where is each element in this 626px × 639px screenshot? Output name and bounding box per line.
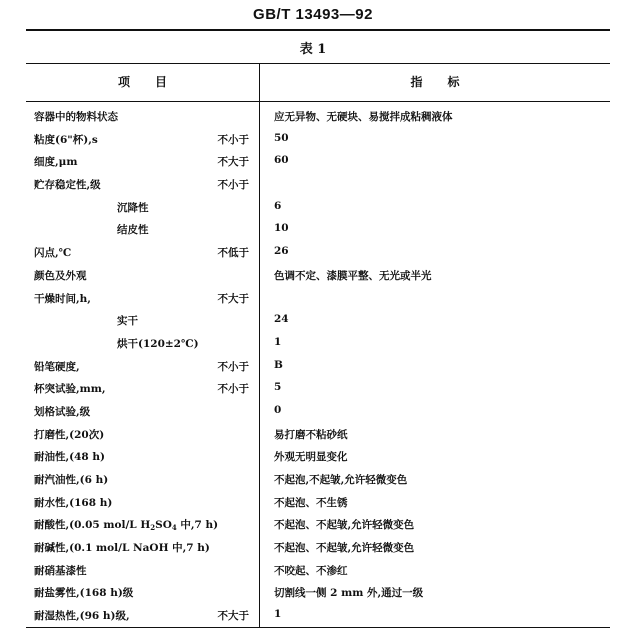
row-spec-value: 60 bbox=[274, 154, 289, 167]
row-condition: 不大于 bbox=[217, 292, 249, 305]
row-item-name: 烘干(120±2℃) bbox=[117, 337, 199, 350]
row-condition: 不小于 bbox=[217, 133, 249, 146]
table-row bbox=[26, 468, 610, 491]
table-caption: 表 1 bbox=[299, 42, 327, 57]
table-row bbox=[26, 264, 610, 287]
standard-code-header: GB/T 13493—92 bbox=[253, 6, 373, 23]
table-row bbox=[26, 105, 610, 128]
table-row bbox=[26, 536, 610, 559]
row-item-name: 耐湿热性,(96 h)级, bbox=[34, 610, 130, 623]
row-item-name: 划格试验,级 bbox=[34, 405, 91, 418]
table-row bbox=[26, 128, 610, 151]
row-item-name: 容器中的物料状态 bbox=[34, 111, 118, 123]
row-spec-value: 不起泡、不起皱,允许轻微变色 bbox=[274, 542, 415, 555]
row-item-name: 杯突试验,mm, bbox=[34, 383, 106, 396]
row-spec-value: 不起泡、不生锈 bbox=[274, 496, 348, 509]
row-item-name: 实干 bbox=[117, 315, 138, 328]
table-row bbox=[26, 559, 610, 582]
row-item-name: 闪点,℃ bbox=[34, 247, 72, 260]
table-row bbox=[26, 491, 610, 514]
row-spec-value: 不起泡、不起皱,允许轻微变色 bbox=[274, 519, 415, 532]
row-item-name: 沉降性 bbox=[117, 201, 149, 214]
header-spec: 指 标 bbox=[410, 75, 460, 89]
row-spec-value: 色调不定、漆膜平整、无光或半光 bbox=[274, 269, 432, 282]
row-spec-value: 应无异物、无硬块、易搅拌成粘稠液体 bbox=[274, 111, 453, 123]
row-condition: 不小于 bbox=[217, 360, 249, 373]
row-spec-value: 不咬起、不渗红 bbox=[274, 564, 348, 577]
table-row bbox=[26, 150, 610, 173]
row-item-name: 耐盐雾性,(168 h)级 bbox=[34, 587, 134, 600]
table-row bbox=[26, 581, 610, 604]
table-row bbox=[26, 355, 610, 378]
row-spec-value: 6 bbox=[274, 199, 282, 212]
table-row bbox=[26, 218, 610, 241]
row-spec-value: 24 bbox=[274, 313, 289, 326]
table-row bbox=[26, 309, 610, 332]
row-item-name: 干燥时间,h, bbox=[34, 292, 91, 305]
table-row bbox=[26, 604, 610, 627]
row-spec-value: 5 bbox=[274, 381, 282, 394]
row-item-name: 耐酸性,(0.05 mol/L $H_2SO_4$ 中,7 h) bbox=[34, 519, 219, 533]
row-spec-value: 1 bbox=[274, 608, 282, 621]
row-spec-value: 50 bbox=[274, 131, 289, 144]
row-condition: 不小于 bbox=[217, 383, 249, 396]
row-item-name: 铅笔硬度, bbox=[34, 360, 80, 373]
table-header-row bbox=[26, 64, 610, 102]
table-row bbox=[26, 513, 610, 536]
table-row bbox=[26, 173, 610, 196]
row-condition: 不小于 bbox=[217, 179, 249, 192]
row-spec-value: 1 bbox=[274, 335, 282, 348]
row-spec-value: 切割线一侧 2 mm 外,通过一级 bbox=[274, 587, 424, 600]
row-condition: 不大于 bbox=[217, 156, 249, 169]
table-row bbox=[26, 196, 610, 219]
row-condition: 不低于 bbox=[217, 247, 249, 260]
table-row bbox=[26, 400, 610, 423]
row-item-name: 结皮性 bbox=[117, 224, 149, 237]
header-rule bbox=[26, 29, 610, 31]
table-body bbox=[26, 102, 610, 627]
row-item-name: 颜色及外观 bbox=[34, 269, 87, 282]
table-row bbox=[26, 423, 610, 446]
row-spec-value: 不起泡,不起皱,允许轻微变色 bbox=[274, 474, 408, 486]
spec-table bbox=[26, 63, 610, 628]
row-item-name: 贮存稳定性,级 bbox=[34, 179, 101, 192]
row-item-name: 耐油性,(48 h) bbox=[34, 451, 105, 464]
row-spec-value: B bbox=[274, 358, 283, 371]
table-row bbox=[26, 241, 610, 264]
row-spec-value: 易打磨不粘砂纸 bbox=[274, 428, 348, 441]
row-item-name: 耐水性,(168 h) bbox=[34, 496, 113, 509]
header-item: 项 目 bbox=[117, 75, 168, 89]
table-row bbox=[26, 377, 610, 400]
row-spec-value: 26 bbox=[274, 245, 289, 258]
row-item-name: 耐硝基漆性 bbox=[34, 564, 87, 577]
row-item-name: 细度,μm bbox=[34, 156, 78, 169]
table-row bbox=[26, 287, 610, 310]
row-item-name: 打磨性,(20次) bbox=[34, 428, 105, 441]
row-item-name: 耐碱性,(0.1 mol/L NaOH 中,7 h) bbox=[34, 542, 210, 555]
row-condition: 不大于 bbox=[217, 610, 249, 623]
row-spec-value: 0 bbox=[274, 403, 282, 416]
table-row bbox=[26, 332, 610, 355]
row-item-name: 粘度(6"杯),s bbox=[34, 133, 98, 146]
row-spec-value: 10 bbox=[274, 222, 289, 235]
table-row bbox=[26, 445, 610, 468]
row-spec-value: 外观无明显变化 bbox=[274, 451, 348, 464]
row-item-name: 耐汽油性,(6 h) bbox=[34, 474, 109, 486]
